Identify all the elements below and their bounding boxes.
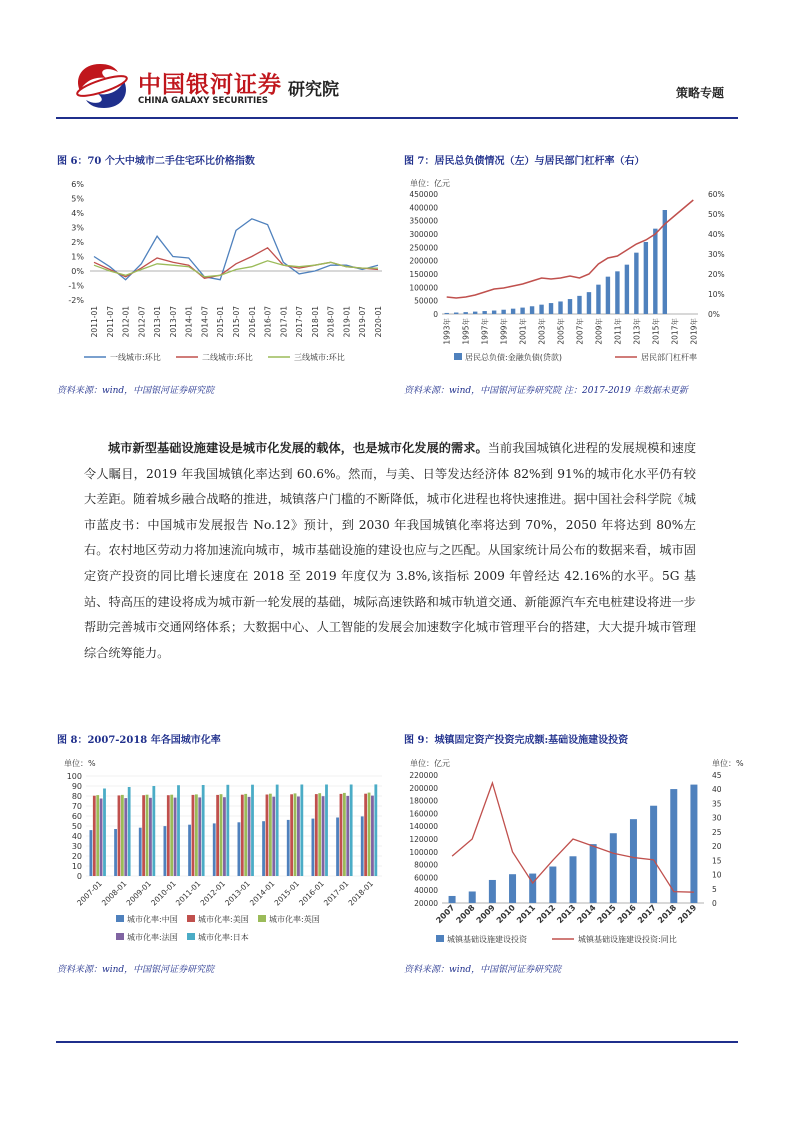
y-left-tick-label: 40000 bbox=[414, 886, 438, 896]
bar bbox=[653, 229, 657, 314]
bar bbox=[164, 826, 167, 876]
y-left-tick-label: 0 bbox=[433, 310, 438, 319]
bar bbox=[290, 794, 293, 876]
bar bbox=[449, 896, 456, 903]
bar bbox=[650, 806, 657, 903]
bar bbox=[251, 785, 254, 876]
bar bbox=[492, 311, 496, 314]
legend-label-1: 城镇基础设施建设投资:同比 bbox=[578, 935, 677, 944]
bar bbox=[202, 785, 205, 876]
x-tick-label: 1999年 bbox=[499, 318, 509, 345]
y-right-tick-label: 35 bbox=[712, 799, 722, 809]
bar bbox=[558, 301, 562, 314]
y-left-tick-label: 60000 bbox=[414, 873, 438, 883]
legend-swatch-0 bbox=[116, 933, 124, 940]
header-rule bbox=[56, 117, 738, 119]
y-tick-label: 50 bbox=[71, 822, 82, 831]
x-tick-label: 2015-07 bbox=[232, 306, 241, 338]
y-tick-label: 70 bbox=[71, 802, 82, 811]
bar bbox=[167, 795, 170, 876]
y-right-tick-label: 45 bbox=[712, 771, 722, 780]
y-left-tick-label: 450000 bbox=[409, 190, 438, 199]
x-tick-label: 2001年 bbox=[518, 318, 528, 345]
legend-label-1: 居民部门杠杆率 bbox=[641, 353, 697, 362]
bar bbox=[90, 830, 93, 876]
bar bbox=[262, 821, 265, 876]
bar bbox=[213, 823, 216, 876]
legend-label-0: 城镇基础设施建设投资 bbox=[447, 935, 527, 944]
bar bbox=[482, 311, 486, 314]
fig7-title: 图 7：居民总负债情况（左）与居民部门杠杆率（右） bbox=[404, 156, 645, 167]
y-left-tick-label: 200000 bbox=[409, 256, 438, 266]
x-tick-label: 2011-01 bbox=[173, 879, 203, 908]
x-tick-label: 2005年 bbox=[556, 318, 566, 345]
bar bbox=[312, 819, 315, 876]
bar bbox=[539, 305, 543, 314]
y-tick-label: 5% bbox=[71, 194, 84, 204]
bar bbox=[238, 822, 241, 876]
legend-label-1: 城市化率:美国 bbox=[198, 915, 249, 924]
bar bbox=[188, 825, 191, 876]
bar bbox=[96, 795, 99, 876]
legend-swatch-0 bbox=[454, 353, 462, 360]
legend-label-1: 城市化率:日本 bbox=[198, 933, 249, 942]
x-tick-label: 2016-01 bbox=[247, 306, 257, 338]
y-tick-label: 60 bbox=[71, 812, 82, 821]
bar bbox=[690, 785, 697, 903]
y-right-tick-label: 50% bbox=[708, 210, 725, 219]
y-tick-label: 2% bbox=[71, 238, 84, 247]
x-tick-label: 2017-07 bbox=[295, 306, 305, 338]
y-right-tick-label: 20% bbox=[708, 270, 725, 279]
x-tick-label: 2009-01 bbox=[124, 879, 154, 908]
x-tick-label: 2010 bbox=[494, 903, 517, 926]
fig9-source: 资料来源：wind，中国银河证券研究院 bbox=[404, 965, 562, 975]
x-tick-label: 2008 bbox=[454, 903, 477, 926]
bar bbox=[464, 312, 468, 314]
bar bbox=[520, 308, 524, 314]
x-tick-label: 2010-01 bbox=[149, 879, 178, 908]
y-left-tick-label: 400000 bbox=[409, 203, 438, 213]
body-paragraph bbox=[84, 436, 696, 666]
bar bbox=[139, 828, 142, 876]
x-tick-label: 2012-01 bbox=[198, 879, 228, 908]
x-tick-label: 2014 bbox=[575, 903, 598, 926]
bar bbox=[350, 785, 353, 877]
unit-left-label: 单位：亿元 bbox=[410, 759, 450, 768]
y-tick-label: 10 bbox=[71, 862, 82, 871]
x-tick-label: 2011-07 bbox=[105, 306, 115, 338]
bar bbox=[124, 798, 127, 876]
bar bbox=[142, 795, 145, 876]
unit-label: 单位：亿元 bbox=[410, 179, 450, 188]
legend-swatch-1 bbox=[187, 933, 195, 940]
x-tick-label: 2019-07 bbox=[358, 306, 368, 338]
bar bbox=[469, 891, 476, 903]
y-right-tick-label: 60% bbox=[708, 190, 725, 199]
y-right-tick-label: 40 bbox=[712, 785, 722, 795]
bar bbox=[473, 312, 477, 314]
x-tick-label: 2013-07 bbox=[168, 306, 178, 338]
y-tick-label: 40 bbox=[71, 832, 82, 841]
y-left-tick-label: 100000 bbox=[409, 847, 438, 857]
x-tick-label: 2013年 bbox=[632, 318, 642, 345]
bar bbox=[152, 786, 155, 876]
y-tick-label: 3% bbox=[71, 223, 84, 233]
bar bbox=[340, 794, 343, 876]
x-tick-label: 1997年 bbox=[480, 318, 490, 345]
y-left-tick-label: 250000 bbox=[409, 243, 438, 253]
bar bbox=[343, 793, 346, 876]
bar bbox=[346, 796, 349, 876]
bar bbox=[374, 784, 377, 876]
legend-label-2: 城市化率:英国 bbox=[269, 915, 320, 924]
y-left-tick-label: 350000 bbox=[409, 216, 438, 226]
x-tick-label: 2011 bbox=[514, 903, 538, 926]
bar bbox=[226, 785, 229, 876]
y-tick-label: 0 bbox=[76, 872, 82, 881]
bar bbox=[100, 799, 103, 877]
bar bbox=[93, 796, 96, 876]
y-left-tick-label: 80000 bbox=[414, 860, 438, 870]
bar bbox=[297, 797, 300, 877]
y-tick-label: 6% bbox=[71, 180, 84, 189]
y-tick-label: -1% bbox=[68, 281, 84, 291]
bar bbox=[220, 794, 223, 876]
legend-swatch-0 bbox=[436, 935, 444, 942]
y-right-tick-label: 0% bbox=[708, 310, 720, 319]
fig6-chart bbox=[56, 168, 392, 370]
bar bbox=[368, 793, 371, 876]
bar bbox=[322, 796, 325, 876]
x-tick-label: 2012 bbox=[535, 903, 558, 926]
legend-label-0: 城市化率:法国 bbox=[127, 933, 178, 942]
x-tick-label: 2017-01 bbox=[279, 306, 289, 338]
bar bbox=[606, 277, 610, 314]
bar bbox=[615, 271, 619, 314]
x-tick-label: 2014-07 bbox=[200, 306, 210, 338]
bar bbox=[644, 242, 648, 314]
body-lead: 城市新型基础设施建设是城市化发展的载体，也是城市化发展的需求。 bbox=[108, 441, 488, 455]
x-tick-label: 2016-07 bbox=[263, 306, 273, 338]
y-tick-label: 100 bbox=[66, 772, 82, 781]
y-right-tick-label: 25 bbox=[712, 827, 722, 837]
y-left-tick-label: 50000 bbox=[414, 296, 438, 306]
fig9-chart bbox=[402, 748, 744, 950]
bar bbox=[315, 794, 318, 876]
report-type: 策略专题 bbox=[676, 86, 725, 100]
y-left-tick-label: 180000 bbox=[409, 796, 438, 806]
x-tick-label: 2019 bbox=[676, 903, 699, 926]
bar bbox=[570, 856, 577, 903]
legend-label-1: 二线城市:环比 bbox=[202, 353, 253, 362]
y-right-tick-label: 15 bbox=[712, 856, 722, 866]
bar bbox=[195, 794, 198, 876]
x-tick-label: 2019年 bbox=[689, 318, 699, 345]
bar bbox=[118, 795, 121, 876]
bar bbox=[610, 833, 617, 903]
y-tick-label: 1% bbox=[71, 252, 84, 262]
unit-label: 单位：% bbox=[64, 759, 96, 768]
x-tick-label: 2007 bbox=[434, 903, 457, 926]
x-tick-label: 2012-01 bbox=[121, 306, 131, 338]
bar bbox=[149, 798, 152, 876]
x-tick-label: 2018 bbox=[656, 903, 679, 926]
y-left-tick-label: 20000 bbox=[414, 899, 438, 908]
bar bbox=[146, 795, 149, 876]
legend-label-2: 三线城市:环比 bbox=[294, 353, 345, 362]
fig9-title: 图 9：城镇固定资产投资完成额:基础设施建设投资 bbox=[404, 735, 629, 746]
y-right-tick-label: 30% bbox=[708, 250, 725, 259]
bar bbox=[530, 306, 534, 314]
x-tick-label: 2013-01 bbox=[223, 879, 252, 908]
bar bbox=[445, 313, 449, 314]
bar bbox=[198, 797, 201, 876]
bar bbox=[577, 296, 581, 314]
bar bbox=[336, 818, 339, 877]
legend-swatch-2 bbox=[258, 915, 266, 922]
legend-swatch-0 bbox=[116, 915, 124, 922]
institute-label: 研究院 bbox=[288, 80, 339, 100]
page-header bbox=[0, 0, 793, 125]
unit-right-label: 单位：% bbox=[712, 759, 744, 768]
x-tick-label: 2015-01 bbox=[216, 306, 226, 338]
bar bbox=[568, 299, 572, 314]
x-tick-label: 2018-07 bbox=[326, 306, 336, 338]
bar bbox=[509, 874, 516, 903]
bar bbox=[170, 795, 173, 876]
y-left-tick-label: 300000 bbox=[409, 230, 438, 239]
bar bbox=[634, 253, 638, 314]
y-left-tick-label: 200000 bbox=[409, 783, 438, 793]
brand-name-en: CHINA GALAXY SECURITIES bbox=[138, 96, 269, 106]
footer-rule bbox=[56, 1041, 738, 1043]
x-tick-label: 2014-01 bbox=[247, 879, 277, 908]
x-tick-label: 2018-01 bbox=[310, 306, 320, 338]
bar bbox=[364, 794, 367, 876]
y-right-tick-label: 30 bbox=[712, 813, 722, 823]
x-tick-label: 2012-07 bbox=[137, 306, 147, 338]
bar bbox=[318, 793, 321, 876]
y-tick-label: 4% bbox=[71, 209, 84, 218]
x-tick-label: 2003年 bbox=[537, 318, 547, 345]
x-tick-label: 2011年 bbox=[613, 318, 623, 345]
x-tick-label: 2015-01 bbox=[272, 879, 302, 908]
legend-label-0: 一线城市:环比 bbox=[110, 353, 161, 362]
x-tick-label: 2016 bbox=[615, 903, 638, 926]
x-tick-label: 2009 bbox=[474, 903, 497, 926]
x-tick-label: 1993年 bbox=[442, 318, 452, 345]
x-tick-label: 2017-01 bbox=[321, 879, 351, 908]
bar bbox=[192, 795, 195, 876]
x-tick-label: 2013-01 bbox=[153, 306, 163, 338]
y-right-tick-label: 0 bbox=[712, 899, 717, 908]
bar bbox=[670, 789, 677, 903]
y-left-tick-label: 100000 bbox=[409, 283, 438, 293]
bar bbox=[590, 844, 597, 903]
y-right-tick-label: 40% bbox=[708, 230, 725, 239]
bar bbox=[241, 795, 244, 876]
y-left-tick-label: 120000 bbox=[409, 835, 438, 844]
y-left-tick-label: 160000 bbox=[409, 809, 438, 819]
bar bbox=[216, 795, 219, 876]
y-right-tick-label: 10 bbox=[712, 870, 722, 880]
bar bbox=[272, 797, 275, 876]
bar bbox=[103, 789, 106, 877]
legend-label-0: 居民总负债:金融负债(贷款) bbox=[465, 353, 562, 362]
y-right-tick-label: 20 bbox=[712, 842, 722, 852]
fig8-chart bbox=[56, 748, 392, 950]
bar bbox=[294, 793, 297, 876]
y-tick-label: -2% bbox=[68, 296, 84, 305]
bar bbox=[549, 303, 553, 314]
x-tick-label: 2017 bbox=[635, 903, 659, 926]
fig8-source: 资料来源：wind，中国银河证券研究院 bbox=[57, 965, 215, 975]
bar bbox=[266, 795, 269, 877]
y-tick-label: 90 bbox=[71, 782, 82, 791]
x-tick-label: 2018-01 bbox=[346, 879, 376, 908]
x-tick-label: 2020-01 bbox=[374, 306, 383, 338]
legend-swatch-1 bbox=[187, 915, 195, 922]
bar bbox=[244, 794, 247, 876]
fig7-chart bbox=[402, 168, 738, 370]
bar bbox=[177, 785, 180, 876]
x-tick-label: 2013 bbox=[555, 903, 578, 926]
x-tick-label: 2015年 bbox=[651, 318, 661, 345]
bar bbox=[325, 785, 328, 877]
bar bbox=[549, 867, 556, 903]
legend-label-0: 城市化率:中国 bbox=[127, 915, 178, 924]
bar bbox=[625, 265, 629, 314]
bar bbox=[511, 309, 515, 314]
fig7-source: 资料来源：wind，中国银河证券研究院 注：2017-2019 年数据未更新 bbox=[404, 386, 688, 396]
y-tick-label: 20 bbox=[71, 852, 82, 861]
brand-name-cn: 中国银河证券 bbox=[138, 72, 282, 98]
bar bbox=[587, 292, 591, 314]
x-tick-label: 2019-01 bbox=[342, 306, 352, 338]
x-tick-label: 1995年 bbox=[461, 318, 471, 345]
body-text: 当前我国城镇化进程的发展规模和速度令人瞩目，2019 年我国城镇化率达到 60.6%。然而，与美、日等发达经济体 82%到 91%的城市化水平仍有较大差距。随着城乡融合战略的推进，城镇落户门槛的不断降低，城市化进程也将快速推进。据中国社会科学院《城市蓝皮书：中国城市发展报告 No.12》预计，到 2030 年我国城镇化率将达到 70%，2050 年将达到 80%左右。农村地区劳动力将加速流向城市，城市基础设施的建设也应与之匹配。从国家统计局公布的数据来看，城市固定资产投资的同比增长速度在 2018 至 2019 年度仅为 3.8%,该指标 2009 年曾经达 42.16%的水平。5G 基站、特高压的建设将成为城市新一轮发展的基础，城际高速铁路和城市轨道交通、新能源汽车充电桩建设将进一步帮助完善城市交通网络体系；大数据中心、人工智能的发展会加速数字化城市管理平台的搭建，大大提升城市管理综合统筹能力。 bbox=[84, 441, 697, 660]
bar bbox=[114, 829, 117, 876]
y-tick-label: 30 bbox=[71, 842, 82, 851]
bar bbox=[596, 285, 600, 314]
y-left-tick-label: 220000 bbox=[409, 771, 438, 780]
y-left-tick-label: 140000 bbox=[409, 822, 438, 832]
x-tick-label: 2007年 bbox=[575, 318, 585, 345]
bar bbox=[300, 785, 303, 877]
galaxy-logo-icon bbox=[70, 58, 132, 114]
bar bbox=[361, 816, 364, 876]
bar bbox=[371, 796, 374, 876]
x-tick-label: 2011-01 bbox=[90, 306, 99, 338]
x-tick-label: 2008-01 bbox=[99, 879, 129, 908]
y-right-tick-label: 5 bbox=[712, 884, 717, 894]
fig6-source: 资料来源：wind，中国银河证券研究院 bbox=[57, 386, 215, 396]
bar bbox=[276, 785, 279, 876]
fig6-title: 图 6：70 个大中城市二手住宅环比价格指数 bbox=[57, 156, 255, 167]
x-tick-label: 2007-01 bbox=[75, 879, 104, 908]
bar bbox=[454, 313, 458, 314]
y-tick-label: 80 bbox=[71, 792, 82, 801]
y-left-tick-label: 150000 bbox=[409, 270, 438, 279]
bar bbox=[121, 795, 124, 876]
y-right-tick-label: 10% bbox=[708, 290, 725, 299]
bar bbox=[501, 310, 505, 314]
bar bbox=[174, 798, 177, 876]
bar bbox=[489, 880, 496, 903]
bar bbox=[287, 820, 290, 876]
bar bbox=[128, 787, 131, 876]
fig8-title: 图 8：2007-2018 年各国城市化率 bbox=[57, 735, 221, 746]
bar bbox=[223, 797, 226, 876]
x-tick-label: 2009年 bbox=[594, 318, 604, 345]
y-tick-label: 0% bbox=[71, 267, 84, 276]
x-tick-label: 2014-01 bbox=[184, 306, 194, 338]
bar bbox=[248, 797, 251, 876]
x-tick-label: 2016-01 bbox=[297, 879, 326, 908]
x-tick-label: 2015 bbox=[595, 903, 618, 926]
bar bbox=[269, 794, 272, 876]
bar bbox=[630, 819, 637, 903]
bar bbox=[529, 874, 536, 903]
x-tick-label: 2017年 bbox=[670, 318, 680, 345]
